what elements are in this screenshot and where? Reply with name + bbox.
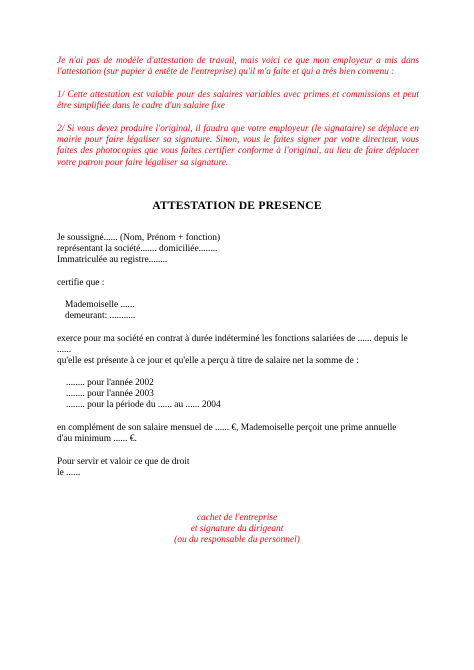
complement-line: en complément de son salaire mensuel de ...... €, Mademoiselle perçoit une prime annuelle [57, 423, 397, 433]
registry-line: Immatriculée au registre........ [57, 255, 168, 265]
company-line: représentant la société....... domiciliée........ [57, 244, 218, 254]
presente-line: qu'elle est présente à ce jour et qu'elle a perçu à titre de salaire net la somme de : [57, 356, 359, 366]
cachet-line-1: cachet de l'entreprise [196, 513, 278, 523]
salary-2003-line: ........ pour l'année 2003 [66, 389, 154, 399]
cachet-line-3: (ou du responsable du personnel) [174, 535, 300, 545]
exerce-line-cont: ...... [57, 345, 72, 355]
date-line: le ...... [57, 468, 81, 478]
exerce-line: exerce pour ma société en contrat à durée indéterminé les fonctions salariées de ...... depuis le [57, 334, 408, 344]
salary-2004-line: ........ pour la période du ...... au ...... 2004 [66, 400, 221, 410]
complement-line-cont: d'au minimum ...... €. [57, 434, 137, 444]
intro-paragraph: Je n'ai pas de modèle d'attestation de travail, mais voici ce que mon employeur a mis dans l'attestation (sur papier à entête de l'entreprise) qu'il m'a faite et qui a très bien convenu : [57, 56, 419, 78]
salary-2002-line: ........ pour l'année 2002 [66, 378, 154, 388]
mademoiselle-line: Mademoiselle ...... [65, 300, 135, 310]
document-title: ATTESTATION DE PRESENCE [152, 199, 322, 212]
note-1-paragraph: 1/ Cette attestation est valable pour des salaires variables avec primes et commissions et peut être simplifiée dans le cadre d'un salaire fixe [57, 90, 419, 112]
servir-line: Pour servir et valoir ce que de droit [57, 457, 190, 467]
demeurant-line: demeurant: ........... [65, 311, 136, 321]
signatory-line: Je soussigné...... (Nom, Prénom + fonction) [57, 233, 221, 243]
note-2-paragraph: 2/ Si vous devez produire l'original, il faudra que votre employeur (le signataire) se déplace en mairie pour faire légaliser sa signature. Sinon, vous le faites signer par votre directeur, vous faites des photocopies que vous faites certifier conforme à l'original, au lieu de faire déplacer votre patron pour faire légaliser sa signature. [57, 124, 419, 168]
certifie-line: certifie que : [57, 278, 105, 288]
cachet-line-2: et signature du dirigeant [190, 524, 284, 534]
